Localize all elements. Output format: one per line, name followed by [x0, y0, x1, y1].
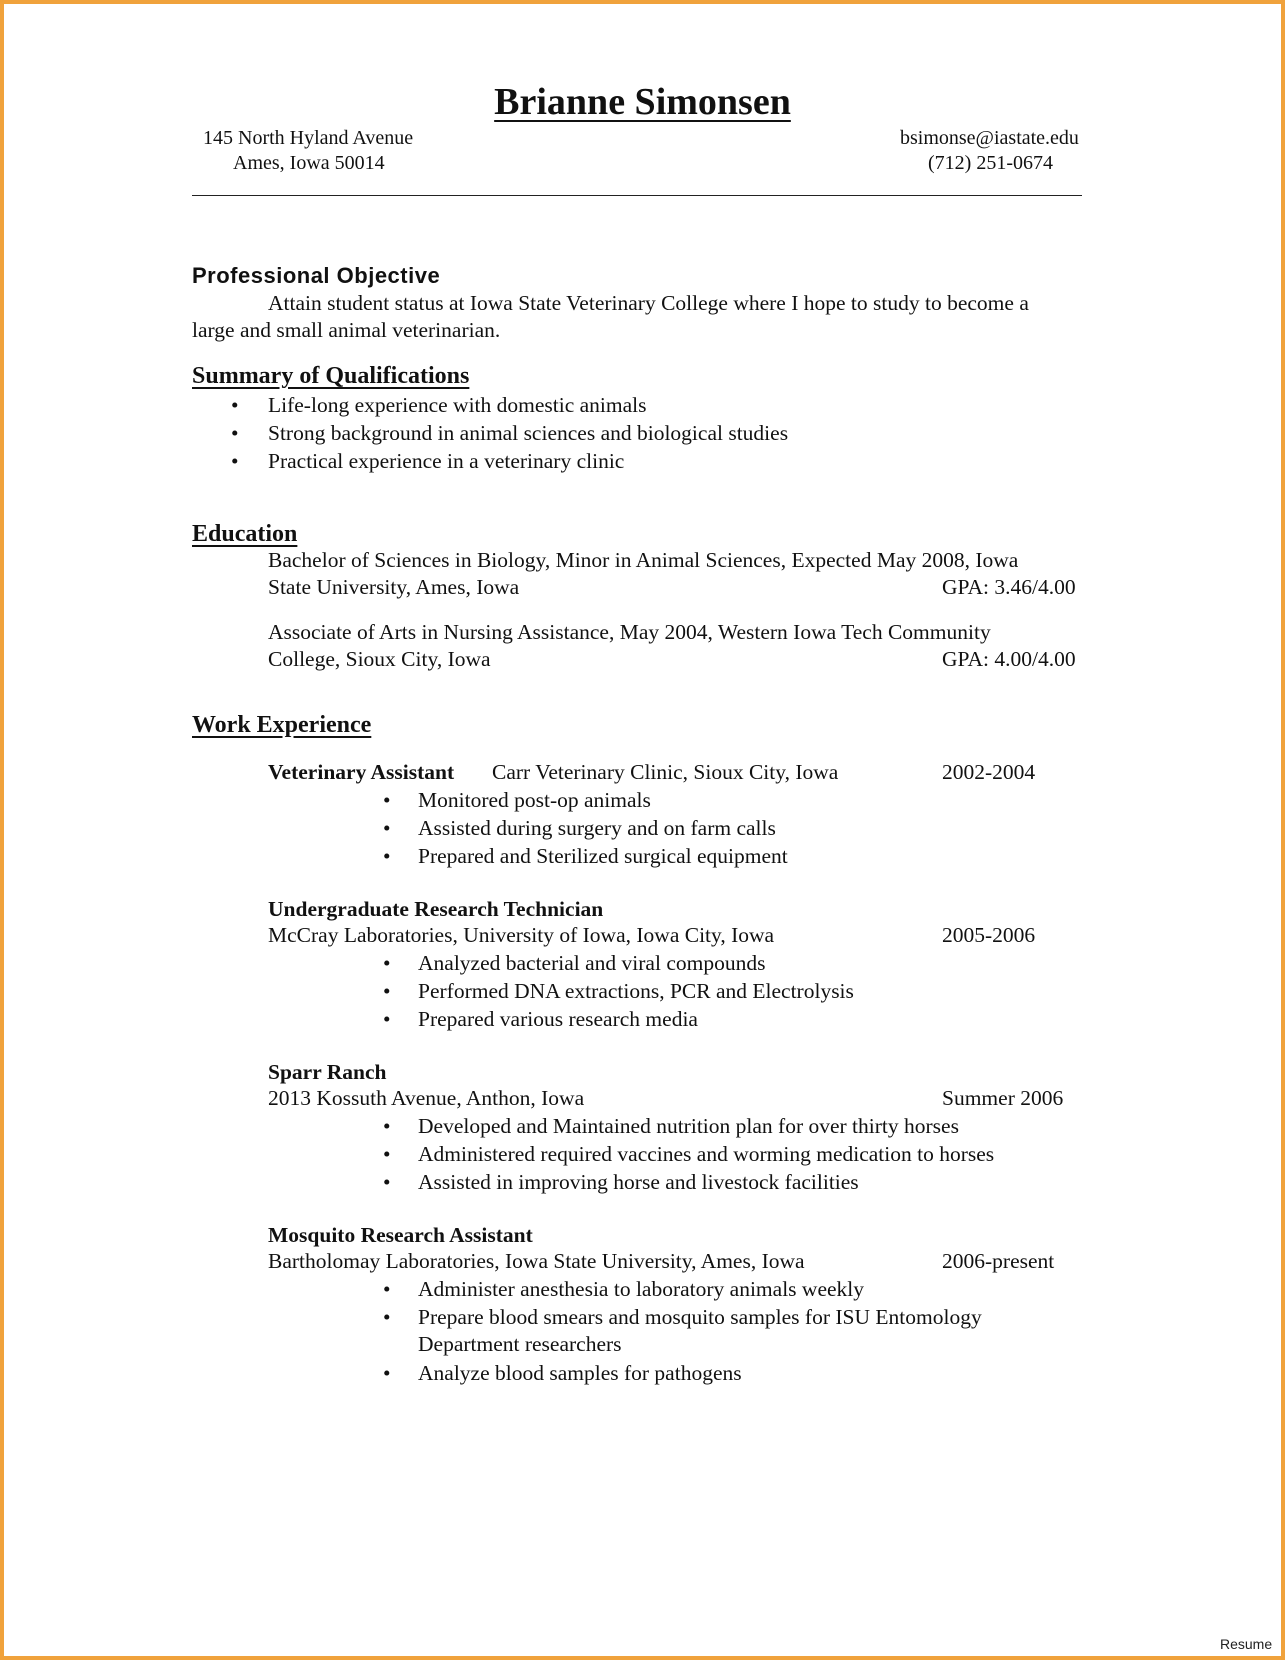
- bullet-icon: •: [383, 1361, 391, 1385]
- education-entry-line2: College, Sioux City, Iowa: [268, 647, 491, 671]
- education-gpa: GPA: 3.46/4.00: [942, 575, 1076, 599]
- job-role: Mosquito Research Assistant: [268, 1223, 533, 1247]
- job-duty: Developed and Maintained nutrition plan for over thirty horses: [418, 1114, 959, 1138]
- qualification-item: Strong background in animal sciences and biological studies: [268, 421, 789, 445]
- qualification-item: Life-long experience with domestic animals: [268, 393, 647, 417]
- bullet-icon: •: [383, 1305, 391, 1329]
- header-divider: [192, 195, 1082, 196]
- bullet-icon: •: [383, 979, 391, 1003]
- job-duty: Prepared and Sterilized surgical equipment: [418, 844, 788, 868]
- job-duty: Analyzed bacterial and viral compounds: [418, 951, 766, 975]
- bullet-icon: •: [383, 1170, 391, 1194]
- qualifications-heading: Summary of Qualifications: [192, 363, 470, 389]
- footer-label: Resume: [1220, 1636, 1273, 1652]
- objective-line1: Attain student status at Iowa State Veterinary College where I hope to study to become a: [268, 291, 1029, 315]
- objective-line2: large and small animal veterinarian.: [192, 318, 501, 342]
- bullet-icon: •: [383, 788, 391, 812]
- job-dates: 2006-present: [942, 1249, 1055, 1273]
- job-employer: McCray Laboratories, University of Iowa, Iowa City, Iowa: [268, 923, 775, 947]
- bullet-icon: •: [383, 951, 391, 975]
- job-role: Undergraduate Research Technician: [268, 897, 604, 921]
- bullet-icon: •: [383, 1277, 391, 1301]
- job-role: Veterinary Assistant: [268, 760, 455, 784]
- job-dates: 2005-2006: [942, 923, 1036, 947]
- address-line2: Ames, Iowa 50014: [233, 152, 385, 174]
- qualification-item: Practical experience in a veterinary clinic: [268, 449, 625, 473]
- address-line1: 145 North Hyland Avenue: [203, 127, 414, 149]
- job-duty: Monitored post-op animals: [418, 788, 651, 812]
- bullet-icon: •: [383, 844, 391, 868]
- job-duty: Assisted during surgery and on farm calls: [418, 816, 776, 840]
- job-employer: Carr Veterinary Clinic, Sioux City, Iowa: [492, 760, 839, 784]
- education-entry-line2: State University, Ames, Iowa: [268, 575, 520, 599]
- bullet-icon: •: [383, 1142, 391, 1166]
- objective-heading: Professional Objective: [192, 263, 441, 288]
- job-employer: Bartholomay Laboratories, Iowa State University, Ames, Iowa: [268, 1249, 805, 1273]
- job-duty: Prepared various research media: [418, 1007, 698, 1031]
- job-role: Sparr Ranch: [268, 1060, 387, 1084]
- job-employer: 2013 Kossuth Avenue, Anthon, Iowa: [268, 1086, 585, 1110]
- job-duty: Prepare blood smears and mosquito samples for ISU Entomology: [418, 1305, 982, 1329]
- bullet-icon: •: [231, 393, 239, 417]
- bullet-icon: •: [231, 421, 239, 445]
- email: bsimonse@iastate.edu: [900, 127, 1079, 149]
- job-duty: Analyze blood samples for pathogens: [418, 1361, 742, 1385]
- job-duty: Administer anesthesia to laboratory animals weekly: [418, 1277, 864, 1301]
- phone: (712) 251-0674: [928, 152, 1053, 174]
- education-entry-line1: Bachelor of Sciences in Biology, Minor in Animal Sciences, Expected May 2008, Iowa: [268, 548, 1019, 572]
- work-heading: Work Experience: [192, 712, 372, 738]
- job-duty: Assisted in improving horse and livestock facilities: [418, 1170, 859, 1194]
- job-duty: Performed DNA extractions, PCR and Electrolysis: [418, 979, 854, 1003]
- bullet-icon: •: [383, 1114, 391, 1138]
- bullet-icon: •: [231, 449, 239, 473]
- job-duty-continuation: Department researchers: [418, 1332, 622, 1356]
- job-dates: Summer 2006: [942, 1086, 1064, 1110]
- education-entry-line1: Associate of Arts in Nursing Assistance, May 2004, Western Iowa Tech Community: [268, 620, 991, 644]
- education-gpa: GPA: 4.00/4.00: [942, 647, 1076, 671]
- job-duty: Administered required vaccines and worming medication to horses: [418, 1142, 995, 1166]
- bullet-icon: •: [383, 816, 391, 840]
- candidate-name: Brianne Simonsen: [494, 81, 791, 123]
- job-dates: 2002-2004: [942, 760, 1036, 784]
- education-heading: Education: [192, 521, 298, 547]
- bullet-icon: •: [383, 1007, 391, 1031]
